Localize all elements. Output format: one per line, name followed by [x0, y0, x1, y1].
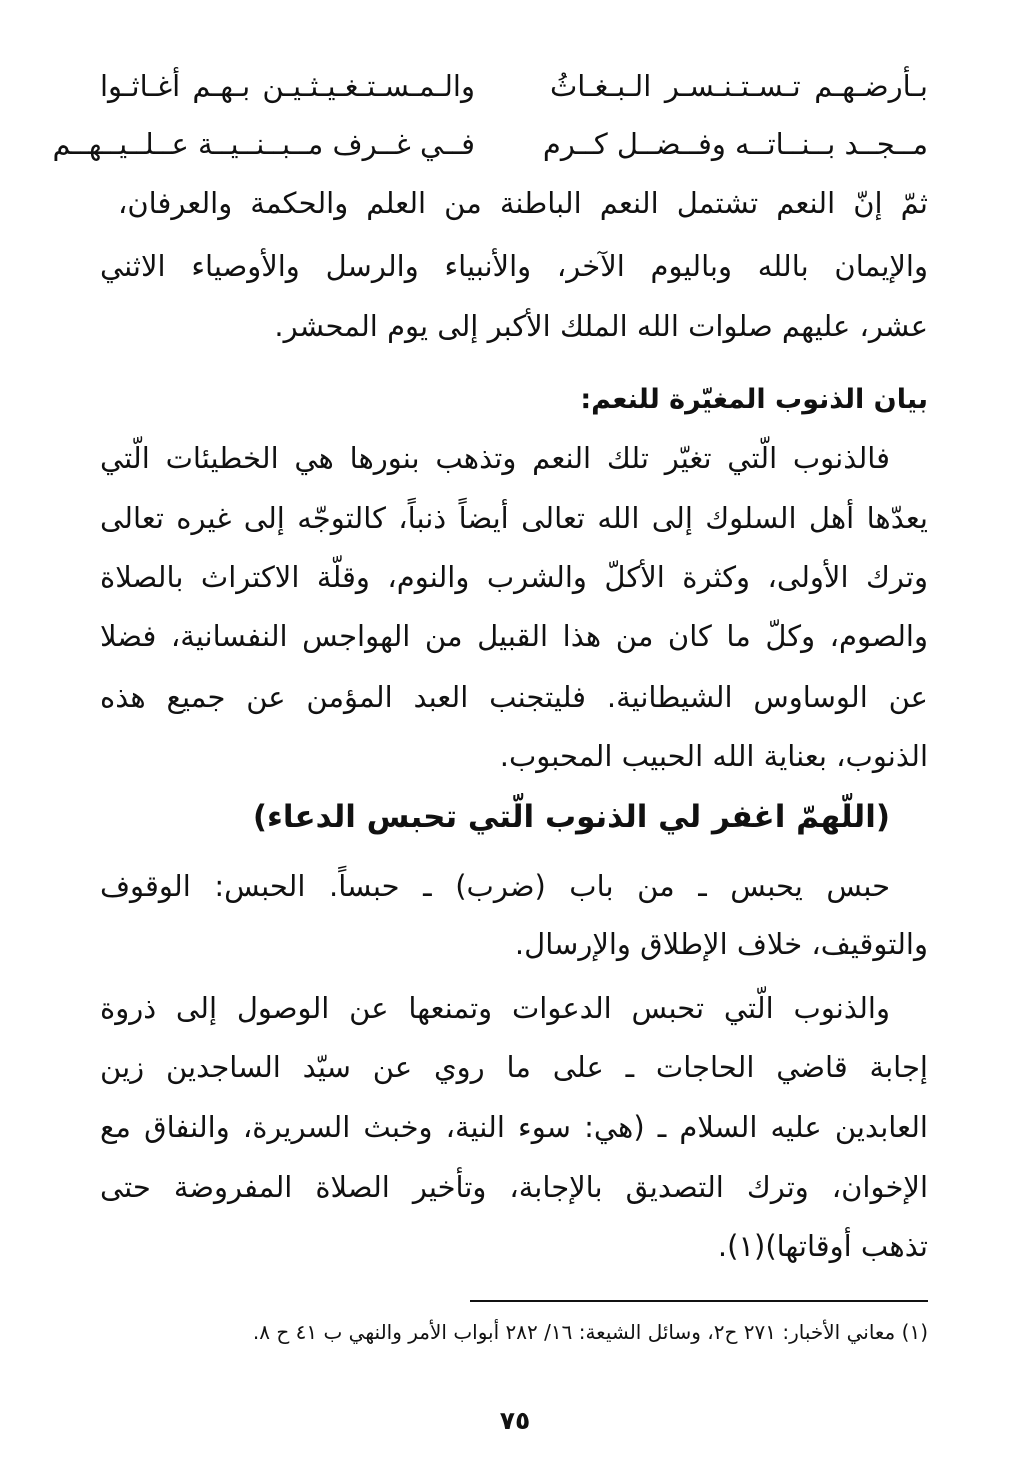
paragraph-line: فالذنوب الّتي تغيّر تلك النعم وتذهب بنورها هي الخطيئات الّتي — [100, 441, 890, 475]
supplication-heading: (اللّهمّ اغفر لي الذنوب الّتي تحبس الدعاء) — [252, 799, 890, 835]
paragraph-line: والإيمان بالله وباليوم الآخر، والأنبياء والرسل والأوصياء الاثني — [100, 249, 928, 283]
paragraph-line: العابدين عليه السلام ـ (هي: سوء النية، وخبث السريرة، والنفاق مع — [100, 1110, 928, 1144]
paragraph-line: ثمّ إنّ النعم تشتمل النعم الباطنة من العلم والحكمة والعرفان، — [118, 186, 928, 220]
footnote-divider — [470, 1300, 928, 1302]
verse-hemistich-right: بـأرضـهـم تـسـتـنـسـر الـبـغـاثُ — [550, 69, 928, 103]
verse-line — [100, 69, 928, 103]
paragraph-line: والذنوب الّتي تحبس الدعوات وتمنعها عن الوصول إلى ذروة — [100, 991, 890, 1025]
verse-hemistich-left: والـمـسـتـغـيـثـيـن بـهـم أغـاثـوا — [100, 69, 475, 103]
paragraph-line: الذنوب، بعناية الله الحبيب المحبوب. — [499, 739, 928, 773]
paragraph-line: تذهب أوقاتها)(١). — [717, 1229, 928, 1263]
paragraph-line: إجابة قاضي الحاجات ـ على ما روي عن سيّد الساجدين زين — [100, 1050, 928, 1084]
paragraph-line: عن الوساوس الشيطانية. فليتجنب العبد المؤمن عن جميع هذه — [100, 680, 928, 714]
paragraph-line: عشر، عليهم صلوات الله الملك الأكبر إلى يوم المحشر. — [274, 309, 928, 343]
paragraph-line: والتوقيف، خلاف الإطلاق والإرسال. — [514, 927, 928, 961]
verse-hemistich-left: فــي غــرف مــبــنــيــة عــلــيــهــم — [52, 127, 475, 161]
page-number: ٧٥ — [499, 1406, 531, 1435]
paragraph-line: يعدّها أهل السلوك إلى الله تعالى أيضاً ذنباً، كالتوجّه إلى غيره تعالى — [100, 501, 928, 535]
footnote: (١) معاني الأخبار: ٢٧١ ح٢، وسائل الشيعة: ١٦/ ٢٨٢ أبواب الأمر والنهي ب ٤١ ح ٨. — [252, 1320, 928, 1344]
verse-line — [52, 127, 928, 161]
paragraph-line: والصوم، وكلّ ما كان من هذا القبيل من الهواجس النفسانية، فضلا — [100, 619, 928, 653]
paragraph-line: حبس يحبس ـ من باب (ضرب) ـ حبساً. الحبس: الوقوف — [100, 869, 890, 903]
section-heading: بيان الذنوب المغيّرة للنعم: — [580, 384, 928, 415]
verse-hemistich-right: مــجــد بــنــاتــه وفــضــل كــرم — [542, 127, 928, 161]
paragraph-line: الإخوان، وترك التصديق بالإجابة، وتأخير الصلاة المفروضة حتى — [100, 1170, 928, 1204]
paragraph-line: وترك الأولى، وكثرة الأكلّ والشرب والنوم، وقلّة الاكتراث بالصلاة — [100, 560, 928, 594]
